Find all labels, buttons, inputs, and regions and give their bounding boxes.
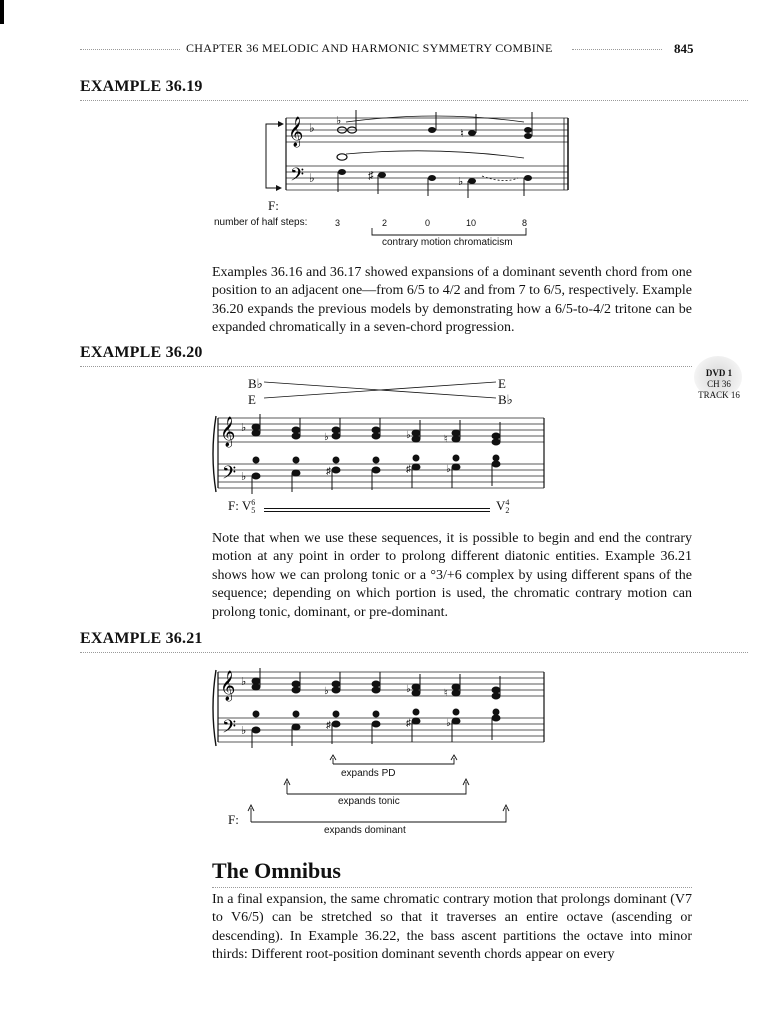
dvd-disc: DVD 1 xyxy=(705,368,733,378)
roman-start-label: F: V xyxy=(228,498,252,513)
paragraph-2-text: Note that when we use these sequences, it is possible to begin and end the contrary motion at any point in order to prolong different diatonic entities. Example 36.21 shows how we can prolong tonic or a °3/+6 complex by using different spans of the sequence; depending on which portion is used, the chromatic contrary motion can prolong tonic, dominant, or pre-dominant. xyxy=(212,531,692,620)
svg-text:♮: ♮ xyxy=(444,688,448,699)
example-36-19-heading: EXAMPLE 36.19 xyxy=(80,78,203,95)
svg-text:♯: ♯ xyxy=(368,170,374,182)
svg-text:𝄞: 𝄞 xyxy=(220,671,236,700)
example-36-20-score xyxy=(210,410,550,496)
roman-start xyxy=(228,498,255,515)
cross-top-left: B♭ xyxy=(248,376,263,391)
section-title: The Omnibus xyxy=(212,858,341,883)
paragraph-2 xyxy=(212,530,692,622)
svg-text:𝄢: 𝄢 xyxy=(290,164,305,189)
svg-text:♭: ♭ xyxy=(241,471,247,483)
cross-bottom-right: B♭ xyxy=(498,392,513,407)
svg-text:♭: ♭ xyxy=(446,464,451,475)
svg-text:♭: ♭ xyxy=(324,686,329,697)
svg-text:♯: ♯ xyxy=(326,720,331,731)
example-36-21-heading: EXAMPLE 36.21 xyxy=(80,630,203,647)
running-head: CHAPTER 36 MELODIC AND HARMONIC SYMMETRY COMBINE xyxy=(186,41,553,55)
svg-text:♭: ♭ xyxy=(406,430,411,441)
section-paragraph-text: In a final expansion, the same chromatic contrary motion that prolongs dominant (V7 to V6/5) can be stretched so that it traverses an entire octave (ascending or descending). In Example 36.22, the bass ascent partitions the octave into minor thirds: Different root-position dominant seventh chords appear on every xyxy=(212,892,692,963)
half-step-value: 0 xyxy=(425,218,431,228)
svg-text:♭: ♭ xyxy=(241,676,247,688)
example-36-20-rule xyxy=(80,366,692,367)
svg-text:♮: ♮ xyxy=(460,128,464,140)
contrary-motion-label: contrary motion chromaticism xyxy=(382,237,513,248)
header-rule-right xyxy=(572,49,662,50)
span-dominant-label: expands dominant xyxy=(324,825,406,836)
section-rule xyxy=(212,887,692,888)
example-36-21-rule xyxy=(80,652,748,653)
voice-exchange-lines xyxy=(264,378,496,402)
paragraph-1-text: Examples 36.16 and 36.17 showed expansions of a dominant seventh chord from one position to an adjacent one—from 6/5 to 4/2 and from 7 to 6/5, respectively. Example 36.20 expands the previous models by demonstrating how a 6/5-to-4/2 tritone can be expanded chromatically in a seven-chord progression. xyxy=(212,265,692,336)
figure-bottom: 2 xyxy=(505,506,510,516)
cross-bottom-left: E xyxy=(248,392,256,407)
half-step-value: 10 xyxy=(466,218,477,228)
span-tonic-label: expands tonic xyxy=(338,796,400,807)
roman-end xyxy=(496,498,509,515)
svg-text:♭: ♭ xyxy=(336,115,342,127)
span-pd-label: expands PD xyxy=(341,768,396,779)
svg-text:♯: ♯ xyxy=(406,718,411,729)
svg-text:♭: ♭ xyxy=(241,422,247,434)
dvd-track: TRACK 16 xyxy=(698,390,740,400)
example-36-19-score xyxy=(256,110,576,200)
svg-text:♯: ♯ xyxy=(406,464,411,475)
svg-text:♭: ♭ xyxy=(458,176,464,188)
page-number: 845 xyxy=(674,41,694,56)
svg-text:𝄞: 𝄞 xyxy=(288,117,304,146)
svg-text:♯: ♯ xyxy=(326,466,331,477)
example-36-19-key: F: xyxy=(268,198,279,213)
svg-text:𝄞: 𝄞 xyxy=(220,417,236,446)
figure-top: 4 xyxy=(505,498,510,508)
svg-text:♭: ♭ xyxy=(446,718,451,729)
svg-text:♭: ♭ xyxy=(406,684,411,695)
svg-text:𝄢: 𝄢 xyxy=(222,716,237,741)
roman-end-figures xyxy=(505,499,509,515)
example-36-21-score xyxy=(210,664,550,750)
dvd-label xyxy=(696,368,742,401)
example-36-20-heading: EXAMPLE 36.20 xyxy=(80,344,203,361)
svg-text:𝄢: 𝄢 xyxy=(222,462,237,487)
svg-text:♭: ♭ xyxy=(324,432,329,443)
figure-top: 6 xyxy=(251,498,256,508)
half-step-value: 8 xyxy=(522,218,528,228)
prolongation-line-2 xyxy=(264,511,490,512)
roman-end-label: V xyxy=(496,498,506,513)
section-paragraph xyxy=(212,891,692,965)
example-36-19-rule xyxy=(80,100,748,101)
half-step-value: 3 xyxy=(335,218,341,228)
svg-text:♭: ♭ xyxy=(241,725,247,737)
half-steps-label: number of half steps: xyxy=(214,217,308,228)
paragraph-1 xyxy=(212,264,692,338)
prolongation-line xyxy=(264,508,490,509)
dvd-chapter: CH 36 xyxy=(707,379,731,389)
svg-text:♮: ♮ xyxy=(444,434,448,445)
header-rule-left xyxy=(80,49,180,50)
span-brackets xyxy=(230,752,520,832)
svg-text:♭: ♭ xyxy=(309,171,315,185)
example-36-21-key: F: xyxy=(228,812,239,827)
figure-bottom: 5 xyxy=(251,506,256,516)
half-step-value: 2 xyxy=(382,218,388,228)
roman-start-figures xyxy=(251,499,255,515)
svg-text:♭: ♭ xyxy=(309,121,315,135)
page-edge-mark xyxy=(0,0,4,24)
cross-top-right: E xyxy=(498,376,506,391)
